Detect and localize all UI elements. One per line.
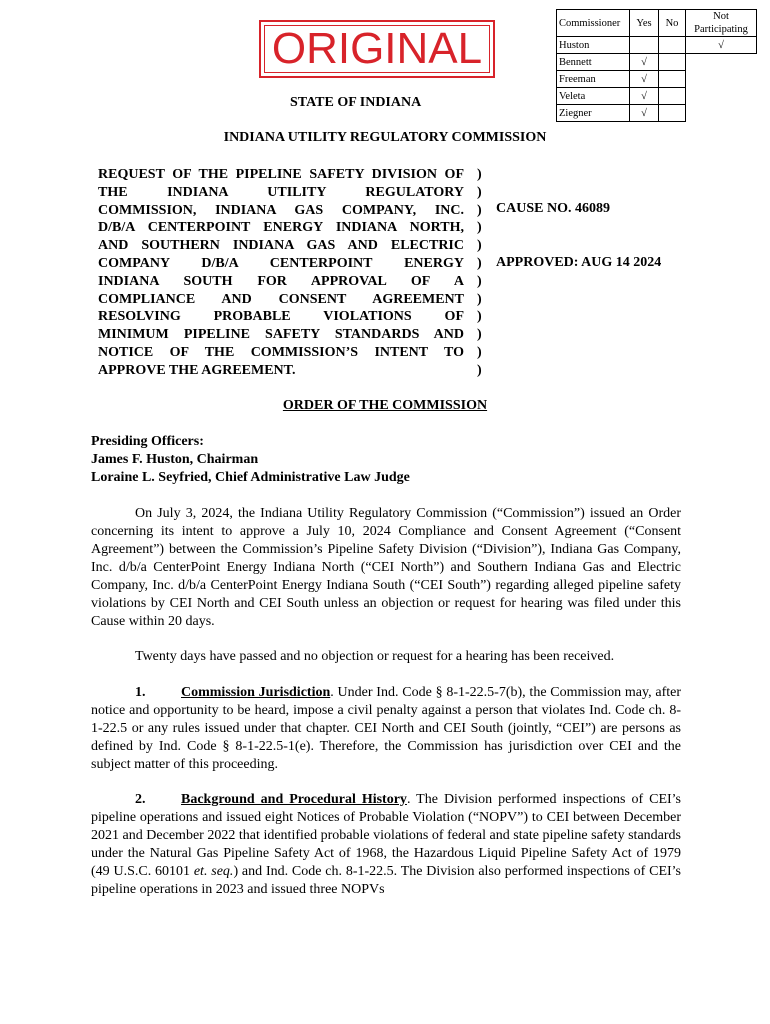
section-1-number: 1. bbox=[135, 685, 146, 700]
officers-label: Presiding Officers: bbox=[91, 434, 204, 449]
vote-np-mark bbox=[686, 71, 757, 88]
cause-number: CAUSE NO. 46089 bbox=[496, 201, 610, 216]
commissioner-name: Huston bbox=[557, 37, 630, 54]
state-title: STATE OF INDIANA bbox=[290, 95, 422, 110]
vote-no-mark bbox=[659, 54, 686, 71]
header-yes: Yes bbox=[630, 10, 659, 37]
commissioner-vote-table bbox=[556, 9, 757, 122]
original-stamp-text: ORIGINAL bbox=[264, 25, 490, 73]
approved-date: APPROVED: AUG 14 2024 bbox=[496, 255, 662, 270]
officer-name: Loraine L. Seyfried, Chief Administrative Law Judge bbox=[91, 470, 410, 485]
commissioner-name: Ziegner bbox=[557, 105, 630, 122]
header-no: No bbox=[659, 10, 686, 37]
section-2-text-end: ) and Ind. Code ch. 8-1-22.5. The Division also performed inspections of CEI’s pipeline operations in 2023 and issued three NOPVs bbox=[91, 864, 681, 897]
vote-np-mark bbox=[686, 88, 757, 105]
section-2-paragraph bbox=[91, 791, 681, 899]
presiding-officers bbox=[91, 433, 410, 487]
header-not-participating: Not Participating bbox=[686, 10, 757, 37]
caption-line: THE INDIANA UTILITY REGULATORY bbox=[98, 184, 464, 200]
caption-line: COMPANY D/B/A CENTERPOINT ENERGY bbox=[98, 255, 464, 271]
vote-no-mark bbox=[659, 88, 686, 105]
commissioner-name: Bennett bbox=[557, 54, 630, 71]
section-1-paragraph bbox=[91, 684, 681, 774]
vote-row bbox=[557, 71, 757, 88]
section-2-number: 2. bbox=[135, 792, 146, 807]
caption-parentheses: ) ) ) ) ) ) ) ) ) ) ) ) bbox=[477, 167, 482, 378]
vote-np-mark bbox=[686, 105, 757, 122]
vote-no-mark bbox=[659, 71, 686, 88]
caption-line: D/B/A CENTERPOINT ENERGY INDIANA NORTH, bbox=[98, 220, 464, 236]
caption-line: MINIMUM PIPELINE SAFETY STANDARDS AND bbox=[98, 327, 464, 343]
caption-line: NOTICE OF THE COMMISSION’S INTENT TO bbox=[98, 344, 464, 360]
twenty-days-paragraph: Twenty days have passed and no objection or request for a hearing has been received. bbox=[135, 649, 615, 664]
caption-line: AND SOUTHERN INDIANA GAS AND ELECTRIC bbox=[98, 238, 464, 254]
vote-np-mark bbox=[686, 54, 757, 71]
section-1-heading: Commission Jurisdiction bbox=[181, 685, 331, 700]
commissioner-name: Veleta bbox=[557, 88, 630, 105]
vote-yes-mark: √ bbox=[630, 71, 659, 88]
vote-np-mark: √ bbox=[686, 37, 757, 54]
order-title: ORDER OF THE COMMISSION bbox=[282, 398, 488, 413]
vote-table-header bbox=[557, 10, 757, 37]
officer-name: James F. Huston, Chairman bbox=[91, 452, 259, 467]
caption-line: COMMISSION, INDIANA GAS COMPANY, INC. bbox=[98, 202, 464, 218]
commissioner-name: Freeman bbox=[557, 71, 630, 88]
vote-yes-mark: √ bbox=[630, 88, 659, 105]
caption-line: REQUEST OF THE PIPELINE SAFETY DIVISION OF bbox=[98, 167, 464, 182]
section-2-heading: Background and Procedural History bbox=[181, 792, 407, 807]
section-1-text: . Under Ind. Code § 8-1-22.5-7(b), the Commission may, after notice and opportunity to be heard, impose a civil penalty against a person that violates Ind. Code ch. 8-1-22.5 or any rules issued under that chapter. CEI North and CEI South (jointly, “CEI”) are persons as defined by Ind. Code § 8-1-22.5-1(e). Therefore, the Commission has jurisdiction over CEI and the subject matter of this proceeding. bbox=[91, 685, 681, 772]
original-stamp bbox=[259, 20, 495, 78]
caption-line: APPROVE THE AGREEMENT. bbox=[98, 362, 296, 378]
caption-line: INDIANA SOUTH FOR APPROVAL OF A bbox=[98, 273, 464, 289]
vote-row bbox=[557, 37, 757, 54]
section-2-italic: et. seq. bbox=[193, 864, 234, 879]
vote-no-mark bbox=[659, 105, 686, 122]
vote-yes-mark bbox=[630, 37, 659, 54]
vote-row bbox=[557, 54, 757, 71]
vote-no-mark bbox=[659, 37, 686, 54]
case-caption bbox=[98, 166, 464, 380]
intro-paragraph: On July 3, 2024, the Indiana Utility Regulatory Commission (“Commission”) issued an Order concerning its intent to approve a July 10, 2024 Compliance and Consent Agreement (“Consent Agreement”) between the Commission’s Pipeline Safety Division (“Division”), Indiana Gas Company, Inc. d/b/a CenterPoint Energy Indiana North (“CEI North”) and Southern Indiana Gas and Electric Company, Inc. d/b/a CenterPoint Energy Indiana South (“CEI South”) regarding alleged pipeline safety violations by CEI North and CEI South unless an objection or request for hearing was filed under this Cause within 20 days. bbox=[91, 506, 681, 629]
vote-yes-mark: √ bbox=[630, 54, 659, 71]
commission-title: INDIANA UTILITY REGULATORY COMMISSION bbox=[223, 130, 547, 145]
vote-row bbox=[557, 105, 757, 122]
caption-line: RESOLVING PROBABLE VIOLATIONS OF bbox=[98, 309, 464, 325]
header-commissioner: Commissioner bbox=[557, 10, 630, 37]
section-2-text: . The Division performed inspections of CEI’s pipeline operations and issued eight Notices of Probable Violation (“NOPV”) to CEI between December 2021 and December 2022 that identified probable violations of federal and state pipeline safety standards under the Natural Gas Pipeline Safety Act of 1968, the Hazardous Liquid Pipeline Safety Act of 1979 (49 U.S.C. 60101 bbox=[91, 792, 681, 879]
caption-line: COMPLIANCE AND CONSENT AGREEMENT bbox=[98, 291, 464, 307]
vote-yes-mark: √ bbox=[630, 105, 659, 122]
vote-row bbox=[557, 88, 757, 105]
